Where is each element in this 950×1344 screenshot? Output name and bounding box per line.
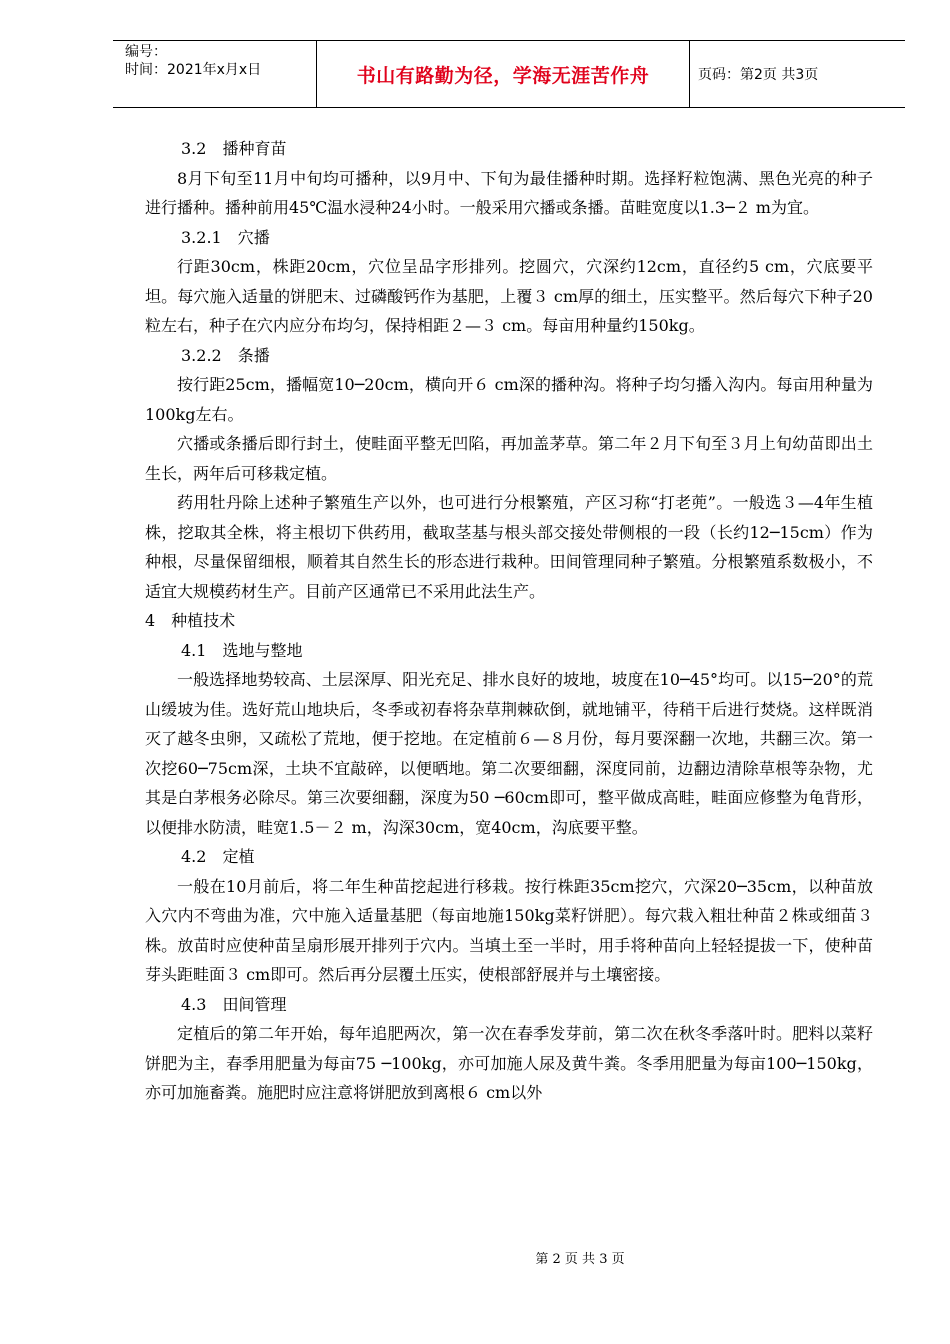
header-page-label: 页码：第2页 共3页 [698, 67, 819, 83]
paragraph-4-1-a: 一般选择地势较高、土层深厚、阳光充足、排水良好的坡地，坡度在10─45°均可。以15─20°的荒山缓坡为佳。选好荒山地块后，冬季或初春将杂草荆棘砍倒，就地铺平，待稍干后进行焚烧。这样既消灭了越冬虫卵，又疏松了荒地，便于挖地。在定植前６—８月份，每月要深翻一次地，共翻三次。第一次挖60─75cm深，土块不宜敲碎，以便晒地。第二次要细翻，深度同前，边翻边清除草根等杂物，尤其是白茅根务必除尽。第三次要细翻，深度为50 ─60cm即可，整平做成高畦，畦面应修整为龟背形，以便排水防渍，畦宽1.5－２ m，沟深30cm，宽40cm，沟底要平整。 [145, 670, 873, 837]
section-heading-3-2-2: 3.2.2 条播 [181, 345, 270, 365]
document-time-label: 时间：2021年x月x日 [125, 62, 262, 78]
section-heading-4-1: 4.1 选地与整地 [181, 640, 303, 660]
page-footer [0, 1248, 950, 1267]
footer-page-number: 第 2 页 共 3 页 [535, 1252, 625, 1267]
paragraph-3-2-1-a: 行距30cm，株距20cm，穴位呈品字形排列。挖圆穴，穴深约12cm，直径约5 cm，穴底要平坦。每穴施入适量的饼肥末、过磷酸钙作为基肥，上覆３ cm厚的细土，压实整平。然后每穴下种子20粒左右，种子在穴内应分布均匀，保持相距２—３ cm。每亩用种量约150kg。 [145, 257, 873, 335]
section-heading-4-2: 4.2 定植 [181, 847, 255, 866]
section-heading-4: 4 种植技术 [145, 611, 236, 630]
section-heading-4-3: 4.3 田间管理 [181, 994, 287, 1014]
paragraph-4-2-a: 一般在10月前后，将二年生种苗挖起进行移栽。按行株距35cm挖穴，穴深20─35cm，以种苗放入穴内不弯曲为准，穴中施入适量基肥（每亩地施150kg菜籽饼肥）。每穴栽入粗壮种苗２株或细苗３株。放苗时应使种苗呈扇形展开排列于穴内。当填土至一半时，用手将种苗向上轻轻提拔一下，使种苗芽头距畦面３ cm即可。然后再分层覆土压实，使根部舒展并与土壤密接。 [145, 876, 873, 984]
section-heading-3-2: 3.2 播种育苗 [181, 139, 287, 158]
paragraph-3-2-2-c: 药用牡丹除上述种子繁殖生产以外，也可进行分根繁殖，产区习称“打老蔸”。一般选３—4年生植株，挖取其全株，将主根切下供药用，截取茎基与根头部交接处带侧根的一段（长约12─15cm）作为种根，尽量保留细根，顺着其自然生长的形态进行栽种。田间管理同种子繁殖。分根繁殖系数极小，不适宜大规模药材生产。目前产区通常已不采用此法生产。 [145, 493, 873, 601]
header-motto: 书山有路勤为径，学海无涯苦作舟 [356, 64, 650, 87]
document-body [145, 134, 873, 1108]
header-meta-cell [113, 41, 316, 107]
header-page-cell [690, 41, 905, 107]
header-table [113, 40, 905, 108]
paragraph-3-2-2-a: 按行距25cm，播幅宽10─20cm，横向开６ cm深的播种沟。将种子均匀播入沟内。每亩用种量为100kg左右。 [145, 375, 873, 424]
document-number-label: 编号： [125, 44, 167, 60]
paragraph-3-2-1: 8月下旬至11月中旬均可播种，以9月中、下旬为最佳播种时期。选择籽粒饱满、黑色光亮的种子进行播种。播种前用45℃温水浸种24小时。一般采用穴播或条播。苗畦宽度以1.3─２ m为宜。 [145, 168, 873, 217]
paragraph-4-3-a: 定植后的第二年开始，每年追肥两次，第一次在春季发芽前，第二次在秋冬季落叶时。肥料以菜籽饼肥为主，春季用肥量为每亩75 ─100kg，亦可加施人尿及黄牛粪。冬季用肥量为每亩100─150kg，亦可加施畜粪。施肥时应注意将饼肥放到离根６ cm以外 [145, 1024, 873, 1102]
paragraph-3-2-2-b: 穴播或条播后即行封土，使畦面平整无凹陷，再加盖茅草。第二年２月下旬至３月上旬幼苗即出土生长，两年后可移栽定植。 [145, 434, 873, 483]
section-heading-3-2-1: 3.2.1 穴播 [181, 227, 270, 247]
header-motto-cell [316, 41, 690, 107]
